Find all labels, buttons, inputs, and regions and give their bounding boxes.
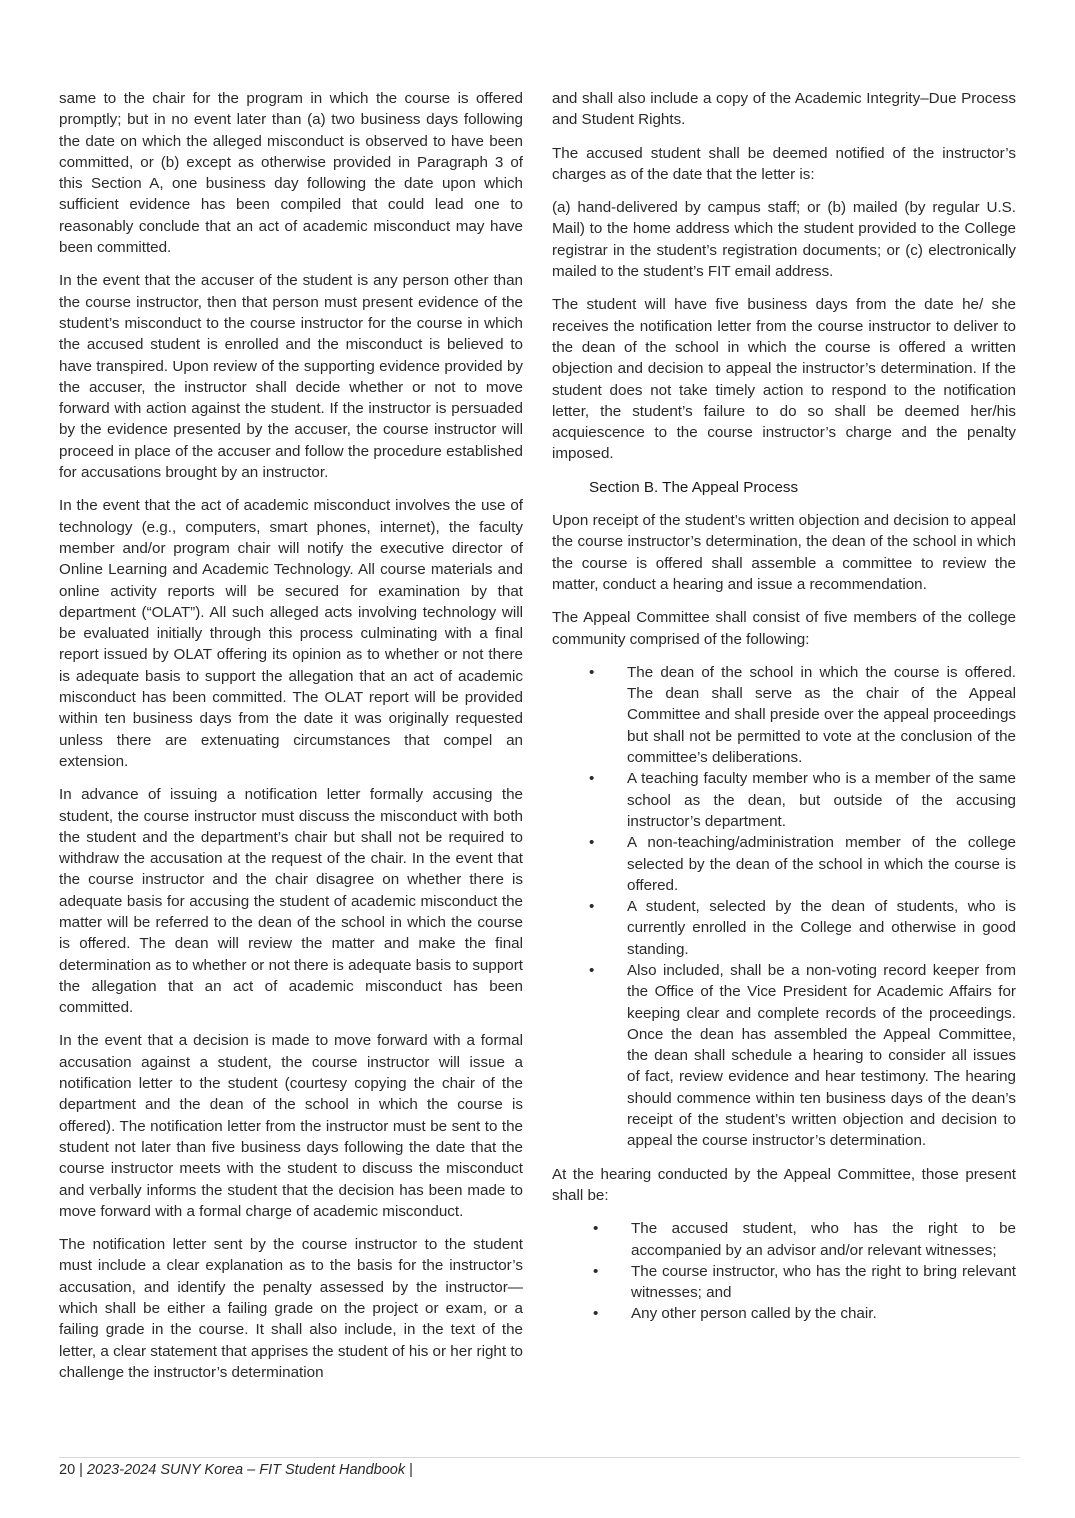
right-column xyxy=(552,88,1016,1337)
handbook-title: 2023-2024 SUNY Korea – FIT Student Handbook xyxy=(86,1462,406,1478)
committee-members-list xyxy=(552,662,1016,1152)
bullet-icon: • xyxy=(589,834,595,852)
list-item xyxy=(593,1218,1016,1261)
list-item-text: The course instructor, who has the right to bring relevant witnesses; and xyxy=(631,1262,1016,1302)
list-item xyxy=(589,832,1016,896)
list-item-text: Also included, shall be a non-voting record keeper from the Office of the Vice President for Academic Affairs for keeping clear and complete records of the proceedings. Once the dean has assembled the Appeal Committee, the dean shall schedule a hearing to consider all issues of fact, review evidence and hear testimony. The hearing should commence within ten business days of the dean’s receipt of the student’s written objection and decision to appeal the course instructor’s determination. xyxy=(627,961,1016,1150)
paragraph: At the hearing conducted by the Appeal Committee, those present shall be: xyxy=(552,1165,1016,1204)
bullet-icon: • xyxy=(589,961,595,979)
bullet-icon: • xyxy=(589,663,595,681)
paragraph: The accused student shall be deemed notified of the instructor’s charges as of the date that the letter is: xyxy=(552,144,1016,183)
paragraph: In the event that the act of academic misconduct involves the use of technology (e.g., computers, smart phones, internet), the faculty member and/or program chair will notify the executive director of Online Learning and Academic Technology. All course materials and online activity reports will be secured for examination by that department (“OLAT”). All such alleged acts involving technology will be evaluated initially through this process culminating with a final report issued by OLAT offering its opinion as to whether or not there is adequate basis to support the allegation that an act of academic misconduct has been committed. The OLAT report will be provided within ten business days from the date it was originally requested unless there are extenuating circumstances that compel an extension. xyxy=(59,497,523,770)
bullet-icon: • xyxy=(593,1305,599,1323)
list-item xyxy=(589,896,1016,960)
list-item xyxy=(593,1261,1016,1304)
list-item xyxy=(589,768,1016,832)
footer-separator: | xyxy=(79,1462,83,1478)
list-item xyxy=(589,960,1016,1152)
list-item-text: The dean of the school in which the course is offered. The dean shall serve as the chair of the Appeal Committee and shall preside over the appeal proceedings but shall not be permitted to vote at the conclusion of the committee’s deliberations. xyxy=(627,663,1016,767)
hearing-attendees-list xyxy=(552,1218,1016,1324)
footer-divider xyxy=(59,1457,1020,1458)
bullet-icon: • xyxy=(589,770,595,788)
section-heading: Section B. The Appeal Process xyxy=(589,478,799,496)
bullet-icon: • xyxy=(593,1220,599,1238)
bullet-icon: • xyxy=(589,898,595,916)
paragraph: In the event that a decision is made to move forward with a formal accusation against a student, the course instructor will issue a notification letter to the student (courtesy copying the chair of the department and the dean of the school in which the course is offered). The notification letter from the instructor must be sent to the student not later than five business days following the date that the course instructor meets with the student to discuss the misconduct and verbally informs the student that the decision has been made to move forward with a formal charge of academic misconduct. xyxy=(59,1032,523,1220)
paragraph: The notification letter sent by the course instructor to the student must include a clear explanation as to the basis for the instructor’s accusation, and identify the penalty assessed by the instructor—which shall be either a failing grade on the project or exam, or a failing grade in the course. It shall also include, in the text of the letter, a clear statement that apprises the student of his or her right to challenge the instructor’s determination xyxy=(59,1236,523,1381)
left-column xyxy=(59,88,523,1395)
paragraph: same to the chair for the program in which the course is offered promptly; but in no event later than (a) two business days following the date on which the alleged misconduct is observed to have been committed, or (b) except as otherwise provided in Paragraph 3 of this Section A, one business day following the date upon which sufficient evidence has been compiled that could lead one to reasonably conclude that an act of academic misconduct may have been committed. xyxy=(59,90,523,257)
paragraph: The student will have five business days from the date he/ she receives the notification letter from the course instructor to deliver to the dean of the school in which the course is offered a written objection and decision to appeal the instructor’s determination. If the student does not take timely action to respond to the notification letter, the student’s failure to do so shall be deemed her/his acquiescence to the course instructor’s charge and the penalty imposed. xyxy=(552,296,1016,463)
list-item xyxy=(589,662,1016,768)
paragraph: The Appeal Committee shall consist of five members of the college community comprised of the following: xyxy=(552,609,1016,648)
footer-separator: | xyxy=(409,1462,413,1478)
page-footer xyxy=(59,1462,413,1478)
list-item-text: The accused student, who has the right to be accompanied by an advisor and/or relevant witnesses; xyxy=(631,1220,1016,1259)
paragraph: and shall also include a copy of the Academic Integrity–Due Process and Student Rights. xyxy=(552,90,1016,129)
paragraph: (a) hand-delivered by campus staff; or (b) mailed (by regular U.S. Mail) to the home address which the student provided to the College registrar in the student’s registration documents; or (c) electronically mailed to the student’s FIT email address. xyxy=(552,199,1016,281)
paragraph: In the event that the accuser of the student is any person other than the course instructor, then that person must present evidence of the student’s misconduct to the course instructor for the course in which the accused student is enrolled and the misconduct is believed to have transpired. Upon review of the supporting evidence provided by the accuser, the instructor shall decide whether or not to move forward with action against the student. If the instructor is persuaded by the evidence presented by the accuser, the course instructor will proceed in place of the accuser and follow the procedure established for accusations brought by an instructor. xyxy=(59,272,523,482)
paragraph: Upon receipt of the student’s written objection and decision to appeal the course instructor’s determination, the dean of the school in which the course is offered shall assemble a committee to review the matter, conduct a hearing and issue a recommendation. xyxy=(552,512,1016,593)
page-number: 20 xyxy=(59,1462,76,1478)
bullet-icon: • xyxy=(593,1262,599,1280)
list-item-text: A student, selected by the dean of students, who is currently enrolled in the College and otherwise in good standing. xyxy=(627,898,1016,958)
list-item xyxy=(593,1303,1016,1324)
list-item-text: A non-teaching/administration member of the college selected by the dean of the school in which the course is offered. xyxy=(627,834,1016,894)
paragraph: In advance of issuing a notification letter formally accusing the student, the course instructor must discuss the misconduct with both the student and the department’s chair but shall not be required to withdraw the accusation at the request of the chair. In the event that the course instructor and the chair disagree on whether there is adequate basis for accusing the student of academic misconduct the matter will be referred to the dean of the school in which the course is offered. The dean will review the matter and make the final determination as to whether or not there is adequate basis to support the allegation that an act of academic misconduct has been committed. xyxy=(59,786,523,1017)
list-item-text: Any other person called by the chair. xyxy=(631,1305,877,1323)
list-item-text: A teaching faculty member who is a member of the same school as the dean, but outside of the accusing instructor’s department. xyxy=(627,770,1016,830)
